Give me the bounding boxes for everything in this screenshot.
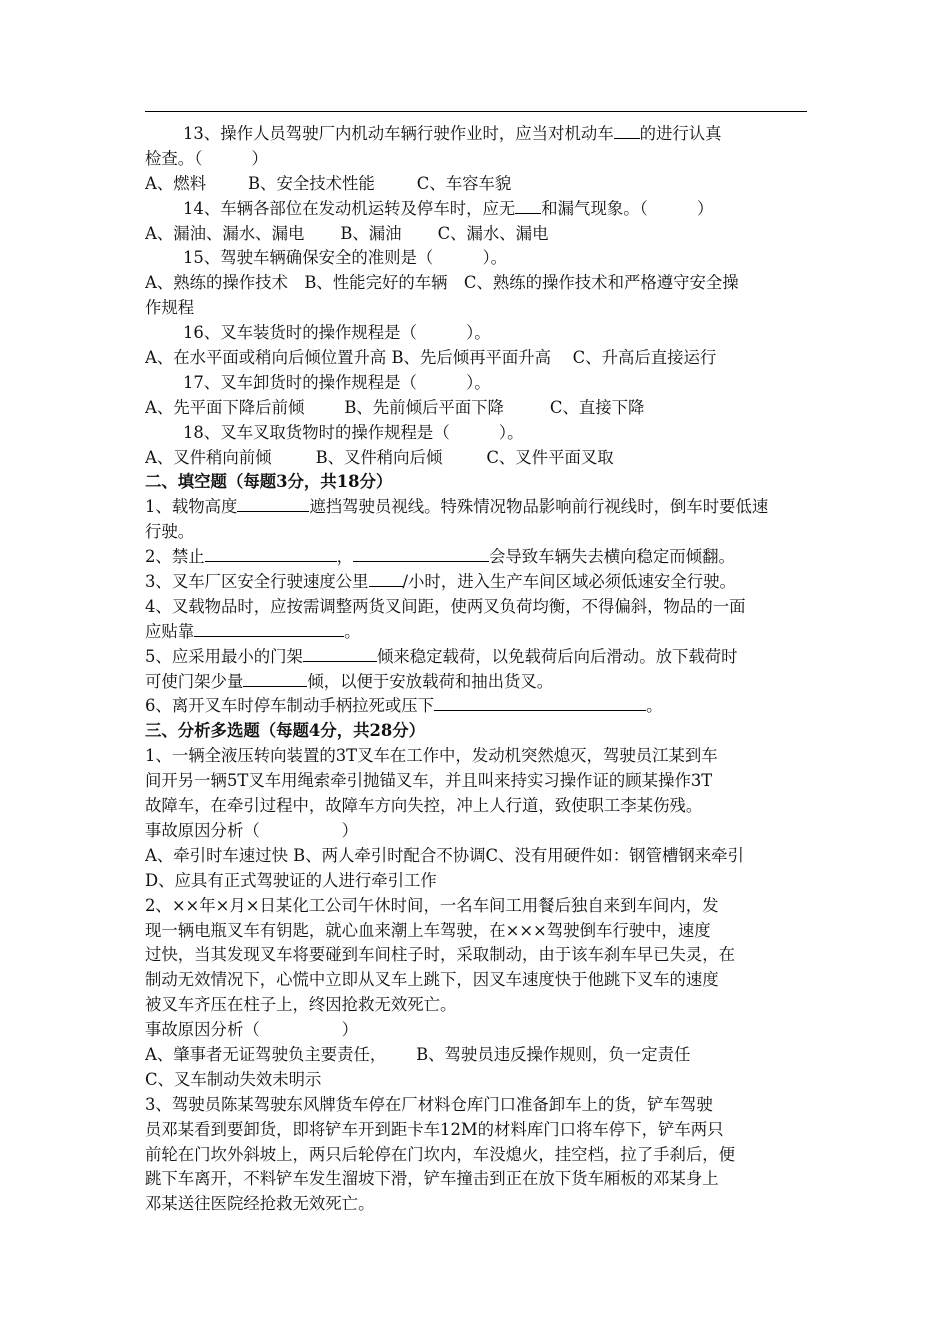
text-line: [145, 894, 807, 919]
line-text: ，: [336, 547, 353, 567]
line-text: 可使门架少量: [145, 671, 244, 691]
answer-option: A、漏油、漏水、漏电: [145, 223, 305, 243]
line-text: 被叉车齐压在柱子上，终因抢救无效死亡。: [145, 995, 457, 1015]
line-text: 倾来稳定载荷，以免载荷后向后滑动。放下载荷时: [376, 646, 738, 666]
line-text: 倾，以便于安放载荷和抽出货叉。: [307, 671, 554, 691]
line-text: 3、驾驶员陈某驾驶东风牌货车停在厂材料仓库门口准备卸车上的货，铲车驾驶: [145, 1094, 713, 1114]
line-text: 。: [646, 696, 663, 716]
answer-option: C、车容车貌: [416, 173, 512, 193]
line-text: 5、应采用最小的门架: [145, 646, 303, 666]
text-line: [145, 595, 807, 620]
text-line: [145, 694, 807, 719]
text-line: [145, 570, 807, 595]
fill-in-blank[interactable]: [303, 647, 377, 662]
line-text: A、在水平面或稍向后倾位置升高 B、先后倾再平面升高 C、升高后直接运行: [145, 348, 717, 368]
text-line: [145, 769, 807, 794]
fill-in-blank[interactable]: [205, 547, 337, 562]
text-line: [145, 421, 807, 446]
text-line: [145, 446, 807, 471]
fill-in-blank[interactable]: [353, 547, 489, 562]
fill-in-blank[interactable]: [194, 622, 344, 637]
line-text: C、叉车制动失效未明示: [145, 1069, 322, 1089]
text-line: [145, 1118, 807, 1143]
line-text: 三、分析多选题（每题4分，共28分）: [145, 721, 426, 741]
answer-option: C、漏水、漏电: [437, 223, 549, 243]
text-line: [145, 495, 807, 520]
text-line: [145, 744, 807, 769]
line-text: 1、一辆全液压转向装置的3T叉车在工作中，发动机突然熄灭，驾驶员江某到车: [145, 746, 718, 766]
text-line: [145, 172, 807, 197]
text-line: [145, 197, 807, 222]
line-text: 事故原因分析（ ）: [145, 820, 359, 840]
text-line: [145, 1043, 807, 1068]
text-line: [145, 819, 807, 844]
text-line: [145, 670, 807, 695]
text-line: [145, 346, 807, 371]
text-line: [145, 1143, 807, 1168]
line-text: 作规程: [145, 298, 195, 318]
text-line: [145, 222, 807, 247]
text-line: [145, 993, 807, 1018]
text-line: [145, 919, 807, 944]
line-text: 行驶。: [145, 522, 195, 542]
line-text: A、牵引时车速过快 B、两人牵引时配合不协调C、没有用硬件如：钢管槽钢来牵引: [145, 845, 744, 865]
line-text: 18、叉车叉取货物时的操作规程是（ ）。: [183, 422, 524, 442]
line-text: /小时，进入生产车间区域必须低速安全行驶。: [402, 572, 736, 592]
answer-option: A、先平面下降后前倾: [145, 397, 305, 417]
answer-option: B、先前倾后平面下降: [344, 397, 504, 417]
exam-content: [145, 122, 807, 1217]
line-text: 跳下车离开，不料铲车发生溜坡下滑，铲车撞击到正在放下货车厢板的邓某身上: [145, 1169, 719, 1189]
text-line: [145, 1018, 807, 1043]
line-text: 前轮在门坎外斜坡上，两只后轮停在门坎内，车没熄火，挂空档，拉了手刹后，便: [145, 1144, 736, 1164]
line-text: 应贴靠: [145, 621, 195, 641]
line-text: A、熟练的操作技术 B、性能完好的车辆 C、熟练的操作技术和严格遵守安全操: [145, 273, 739, 293]
section-heading: [145, 470, 807, 495]
line-text: 的进行认真: [639, 124, 722, 143]
text-line: [145, 1093, 807, 1118]
text-line: [145, 246, 807, 271]
answer-option: A、燃料: [145, 173, 207, 193]
line-text: 17、叉车卸货时的操作规程是（ ）。: [183, 372, 491, 392]
fill-in-blank[interactable]: [369, 572, 403, 587]
text-line: [145, 844, 807, 869]
fill-in-blank[interactable]: [243, 672, 307, 687]
line-text: 检查。（ ）: [145, 148, 268, 168]
line-text: 和漏气现象。（ ）: [541, 198, 714, 218]
text-line: [145, 1167, 807, 1192]
line-text: 员邓某看到要卸货，即将铲车开到距卡车12M的材料库门口将车停下，铲车两只: [145, 1119, 724, 1139]
answer-option: C、直接下降: [549, 397, 645, 417]
line-text: 二、填空题（每题3分，共18分）: [145, 472, 393, 492]
fill-in-blank[interactable]: [434, 696, 646, 711]
line-text: 制动无效情况下，心慌中立即从叉车上跳下，因叉车速度快于他跳下叉车的速度: [145, 970, 719, 990]
fill-in-blank[interactable]: [237, 497, 309, 512]
line-text: 14、车辆各部位在发动机运转及停车时，应无: [183, 198, 516, 218]
answer-option: A、叉件稍向前倾: [145, 447, 272, 467]
text-line: [145, 271, 807, 296]
line-text: 15、驾驶车辆确保安全的准则是（ ）。: [183, 248, 508, 268]
text-line: [145, 869, 807, 894]
line-text: 6、离开叉车时停车制动手柄拉死或压下: [145, 696, 435, 716]
text-line: [145, 545, 807, 570]
fill-in-blank[interactable]: [515, 199, 541, 214]
text-line: [145, 371, 807, 396]
text-line: [145, 1192, 807, 1217]
answer-option: B、安全技术性能: [248, 173, 375, 193]
text-line: [145, 1068, 807, 1093]
line-text: D、应具有正式驾驶证的人进行牵引工作: [145, 870, 437, 890]
line-text: 事故原因分析（ ）: [145, 1020, 359, 1040]
line-text: 邓某送往医院经抢救无效死亡。: [145, 1194, 375, 1214]
line-text: 会导致车辆失去横向稳定而倾翻。: [489, 547, 735, 567]
line-text: 1、载物高度: [145, 497, 238, 517]
text-line: [145, 122, 807, 147]
line-text: 3、叉车厂区安全行驶速度公里: [145, 572, 369, 592]
line-text: 4、叉载物品时，应按需调整两货叉间距，使两叉负荷均衡，不得偏斜，物品的一面: [145, 596, 746, 616]
text-line: [145, 321, 807, 346]
line-text: 。: [344, 621, 361, 641]
line-text: 故障车，在牵引过程中，故障车方向失控，冲上人行道，致使职工李某伤残。: [145, 796, 703, 816]
fill-in-blank[interactable]: [614, 124, 640, 139]
text-line: [145, 620, 807, 645]
line-text: 间开另一辆5T叉车用绳索牵引抛锚叉车，并且叫来持实习操作证的顾某操作3T: [145, 771, 713, 791]
line-text: 现一辆电瓶叉车有钥匙，就心血来潮上车驾驶，在×××驾驶倒车行驶中，速度: [145, 920, 711, 940]
text-line: [145, 943, 807, 968]
line-text: 遮挡驾驶员视线。特殊情况物品影响前行视线时，倒车时要低速: [309, 497, 769, 517]
header-rule: [145, 111, 807, 112]
line-text: 13、操作人员驾驶厂内机动车辆行驶作业时，应当对机动车: [183, 124, 614, 143]
text-line: [145, 296, 807, 321]
text-line: [145, 520, 807, 545]
section-heading: [145, 719, 807, 744]
line-text: 2、禁止: [145, 547, 205, 567]
text-line: [145, 645, 807, 670]
text-line: [145, 968, 807, 993]
answer-option: C、叉件平面叉取: [486, 447, 614, 467]
answer-option: B、漏油: [340, 223, 402, 243]
text-line: [145, 794, 807, 819]
text-line: [145, 396, 807, 421]
line-text: 16、叉车装货时的操作规程是（ ）。: [183, 323, 491, 343]
line-text: 2、××年×月×日某化工公司午休时间，一名车间工用餐后独自来到车间内，发: [145, 895, 719, 915]
text-line: [145, 147, 807, 172]
answer-option: B、叉件稍向后倾: [315, 447, 443, 467]
line-text: A、肇事者无证驾驶负主要责任， B、驾驶员违反操作规则，负一定责任: [145, 1044, 691, 1064]
line-text: 过快，当其发现叉车将要碰到车间柱子时，采取制动，由于该车刹车早已失灵，在: [145, 945, 736, 965]
